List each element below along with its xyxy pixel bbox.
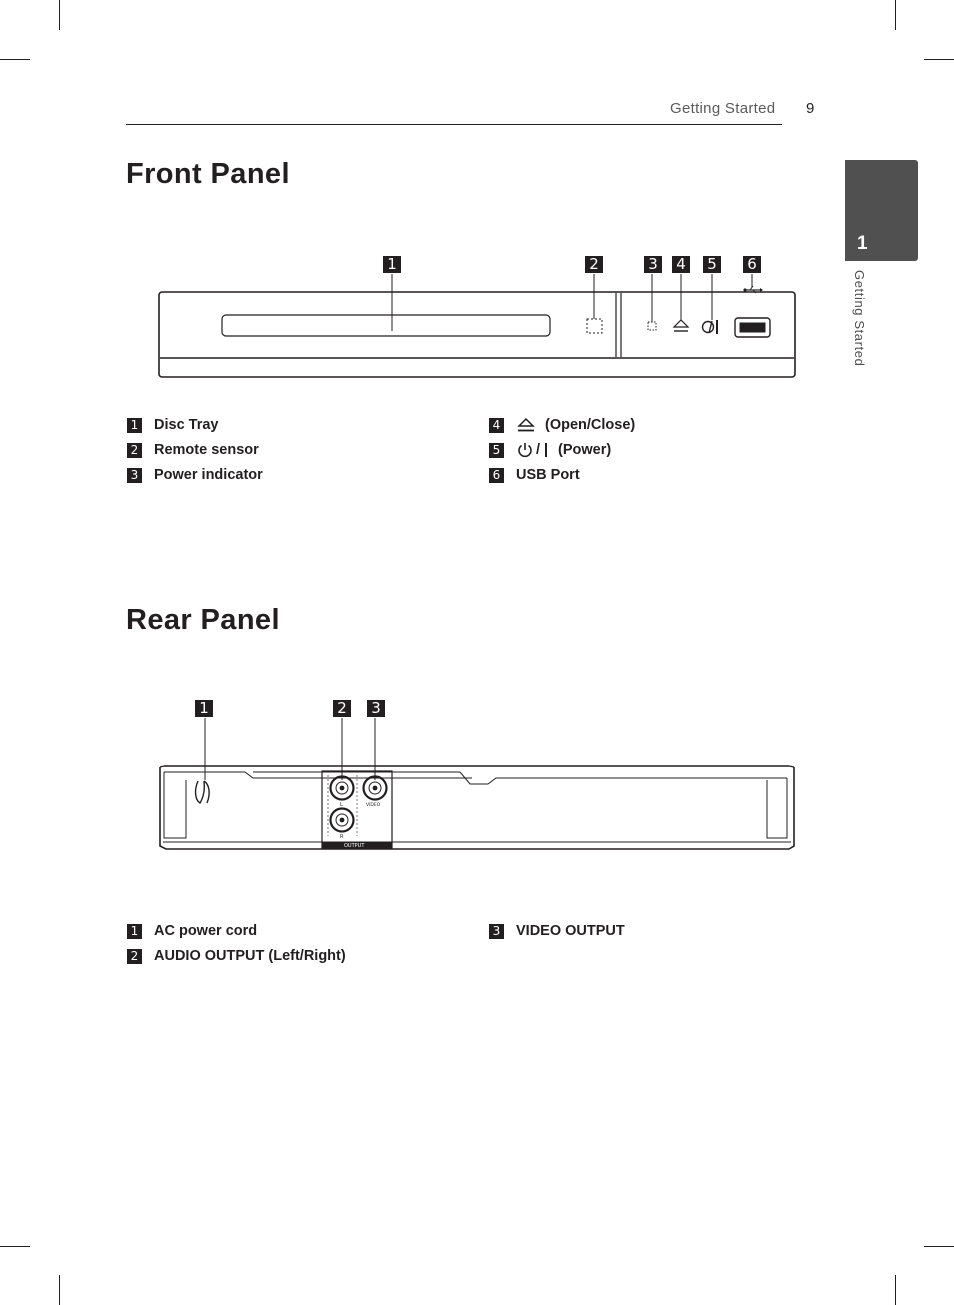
legend-label: Power indicator: [154, 467, 263, 483]
jack-label-r: R: [340, 834, 344, 840]
legend-badge: 2: [127, 443, 142, 458]
legend-badge: 1: [127, 924, 142, 939]
front-callout-1: 1: [383, 256, 401, 273]
jack-label-l: L: [340, 802, 343, 808]
jack-label-video: VIDEO: [366, 803, 381, 808]
front-callout-3: 3: [644, 256, 662, 273]
power-slash: /: [536, 442, 541, 458]
legend-label: Disc Tray: [154, 417, 219, 433]
front-callout-5: 5: [703, 256, 721, 273]
rear-legend-item-1: [127, 922, 257, 940]
legend-badge: 6: [489, 468, 504, 483]
rear-legend-item-3: [489, 922, 625, 940]
output-label: OUTPUT: [344, 843, 365, 849]
rear-legend-item-2: [127, 947, 346, 965]
chapter-label: Getting Started: [852, 270, 867, 367]
front-callout-6: 6: [743, 256, 761, 273]
legend-label: (Power): [558, 442, 612, 458]
legend-badge: 4: [489, 418, 504, 433]
crop-mark: [895, 1275, 896, 1305]
rear-callout-1: 1: [195, 700, 213, 717]
legend-label: AUDIO OUTPUT (Left/Right): [154, 948, 346, 964]
legend-badge: 5: [489, 443, 504, 458]
legend-label: (Open/Close): [545, 417, 636, 433]
crop-mark: [59, 1275, 60, 1305]
rear-callout-2: 2: [333, 700, 351, 717]
legend-badge: 3: [489, 924, 504, 939]
front-callout-4: 4: [672, 256, 690, 273]
rear-panel-title: Rear Panel: [126, 604, 280, 636]
chapter-number: 1: [857, 233, 868, 254]
front-callout-2: 2: [585, 256, 603, 273]
legend-badge: 1: [127, 418, 142, 433]
crop-mark: [0, 1246, 30, 1247]
legend-label: USB Port: [516, 467, 580, 483]
page-number: 9: [806, 100, 815, 117]
legend-label: AC power cord: [154, 923, 258, 939]
front-panel-title: Front Panel: [126, 158, 290, 190]
legend-badge: 3: [127, 468, 142, 483]
crop-mark: [924, 1246, 954, 1247]
legend-badge: 2: [127, 949, 142, 964]
running-header: Getting Started: [670, 100, 776, 117]
rear-callout-3: 3: [367, 700, 385, 717]
legend-label: Remote sensor: [154, 442, 259, 458]
legend-label: VIDEO OUTPUT: [516, 923, 625, 939]
